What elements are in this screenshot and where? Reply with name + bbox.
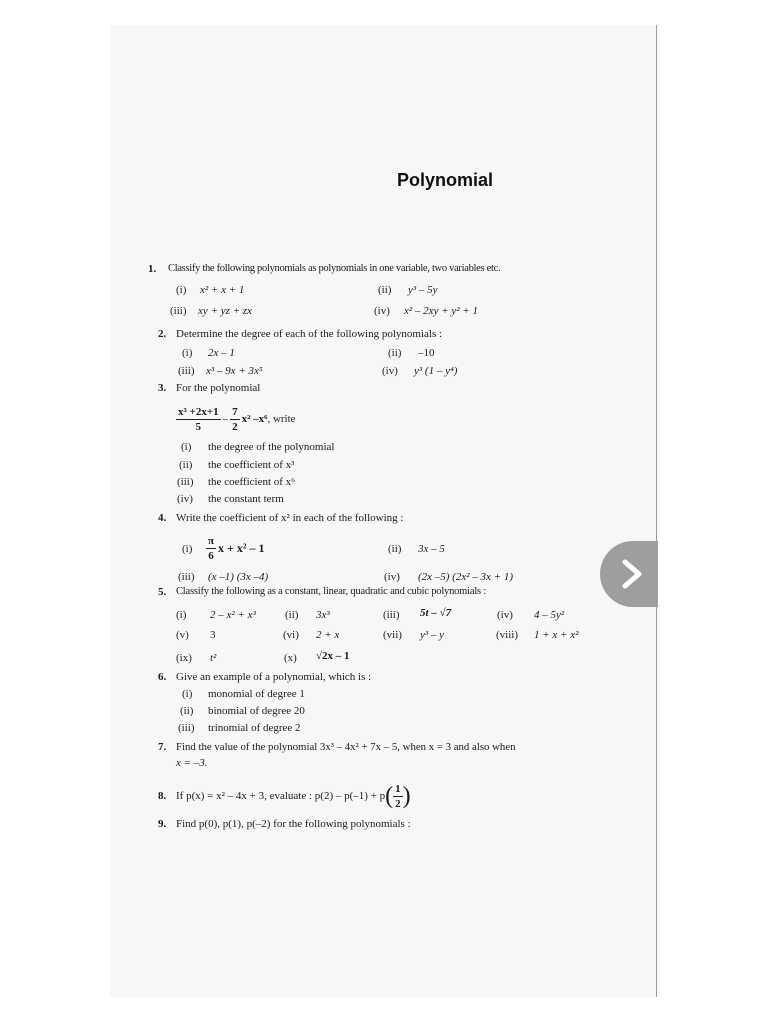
q8-text: If p(x) = x² – 4x + 3, evaluate : p(2) – p(–1) + p — [176, 790, 386, 802]
q4-text: Write the coefficient of x² in each of the following : — [176, 512, 404, 524]
q2-number: 2. — [158, 328, 167, 340]
q3-minus: – — [222, 413, 229, 425]
q5-number: 5. — [158, 586, 167, 598]
q5-item-expr: y³ – y — [420, 629, 445, 641]
q4-item-label: (ii) — [388, 543, 402, 555]
q3-fraction-2-denominator: 2 — [232, 420, 238, 433]
q5-item-expr: 2 + x — [316, 629, 340, 641]
q8-fraction-numerator: 1 — [395, 782, 401, 795]
q1-text: Classify the following polynomials as polynomials in one variable, two variables etc. — [168, 263, 501, 274]
q4-item-label: (i) — [182, 543, 193, 555]
q4-i-expression — [206, 532, 264, 564]
q3-text: For the polynomial — [176, 382, 261, 394]
q5-item-label: (vi) — [283, 629, 299, 641]
q4-item-expr: (x –1) (3x –4) — [208, 571, 269, 583]
q1-item-expr: x² + x + 1 — [200, 284, 245, 296]
q5-item-expr: t² — [210, 652, 217, 664]
q7-text-line-2: x = –3. — [176, 757, 208, 769]
q1-item-label: (iii) — [170, 305, 187, 317]
q3-item-text: the coefficient of x³ — [208, 459, 295, 471]
q3-item-label: (i) — [181, 441, 192, 453]
q6-item-text: trinomial of degree 2 — [208, 722, 301, 734]
q8-left-paren: ( — [385, 783, 394, 809]
q1-item-label: (i) — [176, 284, 187, 296]
q3-item-text: the constant term — [208, 493, 284, 505]
q5-item-label: (x) — [284, 652, 297, 664]
q4-fraction-denominator: 6 — [208, 549, 214, 562]
q3-item-label: (iv) — [177, 493, 193, 505]
q5-item-expr: 3 — [210, 629, 216, 641]
q1-item-label: (ii) — [378, 284, 392, 296]
q4-i-tail: x + x² – 1 — [218, 541, 265, 555]
q3-fraction-1-denominator: 5 — [195, 420, 202, 433]
q3-write-text: , write — [267, 413, 296, 425]
q6-text: Give an example of a polynomial, which is : — [176, 671, 372, 683]
q4-item-expr: (2x –5) (2x² – 3x + 1) — [418, 571, 514, 583]
q1-item-expr: xy + yz + zx — [198, 305, 252, 317]
q3-fraction-1 — [176, 405, 221, 434]
next-page-button[interactable] — [600, 541, 658, 607]
q6-item-label: (iii) — [178, 722, 195, 734]
q3-fraction-2 — [230, 405, 240, 434]
q8-number: 8. — [158, 790, 167, 802]
q5-item-label: (ii) — [285, 609, 299, 621]
q6-number: 6. — [158, 671, 167, 683]
q5-item-label: (i) — [176, 609, 187, 621]
q5-item-expr: √2x – 1 — [316, 650, 350, 662]
q2-item-label: (i) — [182, 347, 193, 359]
q3-item-text: the degree of the polynomial — [208, 441, 335, 453]
q3-fraction-2-numerator: 7 — [232, 405, 238, 418]
q5-item-label: (vii) — [383, 629, 402, 641]
q6-item-text: binomial of degree 20 — [208, 705, 305, 717]
page-divider — [656, 25, 657, 997]
q5-item-expr: 4 – 5y² — [534, 609, 565, 621]
q2-item-label: (iii) — [178, 365, 195, 377]
q2-item-expr: 2x – 1 — [208, 347, 235, 359]
q3-item-label: (iii) — [177, 476, 194, 488]
q4-item-label: (iii) — [178, 571, 195, 583]
q2-item-expr: –10 — [418, 347, 435, 359]
q5-item-expr: 2 – x² + x³ — [210, 609, 256, 621]
q4-number: 4. — [158, 512, 167, 524]
q4-fraction-numerator: π — [208, 534, 215, 547]
q3-tail-expression: x² –x⁶ — [241, 413, 268, 425]
q3-item-text: the coefficient of x⁶ — [208, 476, 296, 488]
q6-item-label: (i) — [182, 688, 193, 700]
q5-item-label: (iii) — [383, 609, 400, 621]
q5-text: Classify the following as a constant, linear, quadratic and cubic polynomials : — [176, 586, 487, 597]
q5-item-label: (iv) — [497, 609, 513, 621]
q2-item-expr: x³ – 9x + 3x⁵ — [206, 365, 263, 377]
q3-item-label: (ii) — [179, 459, 193, 471]
q8-expression — [176, 780, 411, 812]
q1-item-label: (iv) — [374, 305, 390, 317]
page-title: Polynomial — [396, 170, 494, 190]
q7-number: 7. — [158, 741, 167, 753]
q5-item-label: (v) — [176, 629, 189, 641]
q2-text: Determine the degree of each of the following polynomials : — [176, 328, 443, 340]
q4-item-expr: 3x – 5 — [418, 543, 445, 555]
q2-item-expr: y³ (1 – y⁴) — [414, 365, 458, 377]
q1-item-expr: x² – 2xy + y² + 1 — [404, 305, 478, 317]
q5-item-expr: 1 + x + x² — [534, 629, 579, 641]
q1-item-expr: y³ – 5y — [408, 284, 438, 296]
q4-item-label: (iv) — [384, 571, 400, 583]
q8-right-paren: ) — [402, 783, 411, 809]
q8-fraction — [393, 782, 403, 811]
q5-item-label: (viii) — [496, 629, 518, 641]
q9-text: Find p(0), p(1), p(–2) for the following polynomials : — [176, 818, 411, 830]
chevron-right-icon — [617, 558, 647, 590]
q7-text-line-1: Find the value of the polynomial 3x³ – 4x² + 7x – 5, when x = 3 and also when — [176, 741, 516, 753]
q5-item-expr: 3x³ — [316, 609, 330, 621]
q9-number: 9. — [158, 818, 167, 830]
q2-item-label: (ii) — [388, 347, 402, 359]
q3-polynomial-expression — [176, 404, 296, 434]
q2-item-label: (iv) — [382, 365, 398, 377]
q3-number: 3. — [158, 382, 167, 394]
q6-item-label: (ii) — [180, 705, 194, 717]
q3-fraction-1-numerator: x³ +2x+1 — [178, 405, 219, 418]
q4-fraction — [206, 534, 216, 563]
q5-item-expr: 5t – √7 — [420, 607, 452, 619]
q5-item-label: (ix) — [176, 652, 192, 664]
q8-fraction-denominator: 2 — [395, 797, 401, 810]
q6-item-text: monomial of degree 1 — [208, 688, 305, 700]
q1-number: 1. — [148, 263, 157, 275]
